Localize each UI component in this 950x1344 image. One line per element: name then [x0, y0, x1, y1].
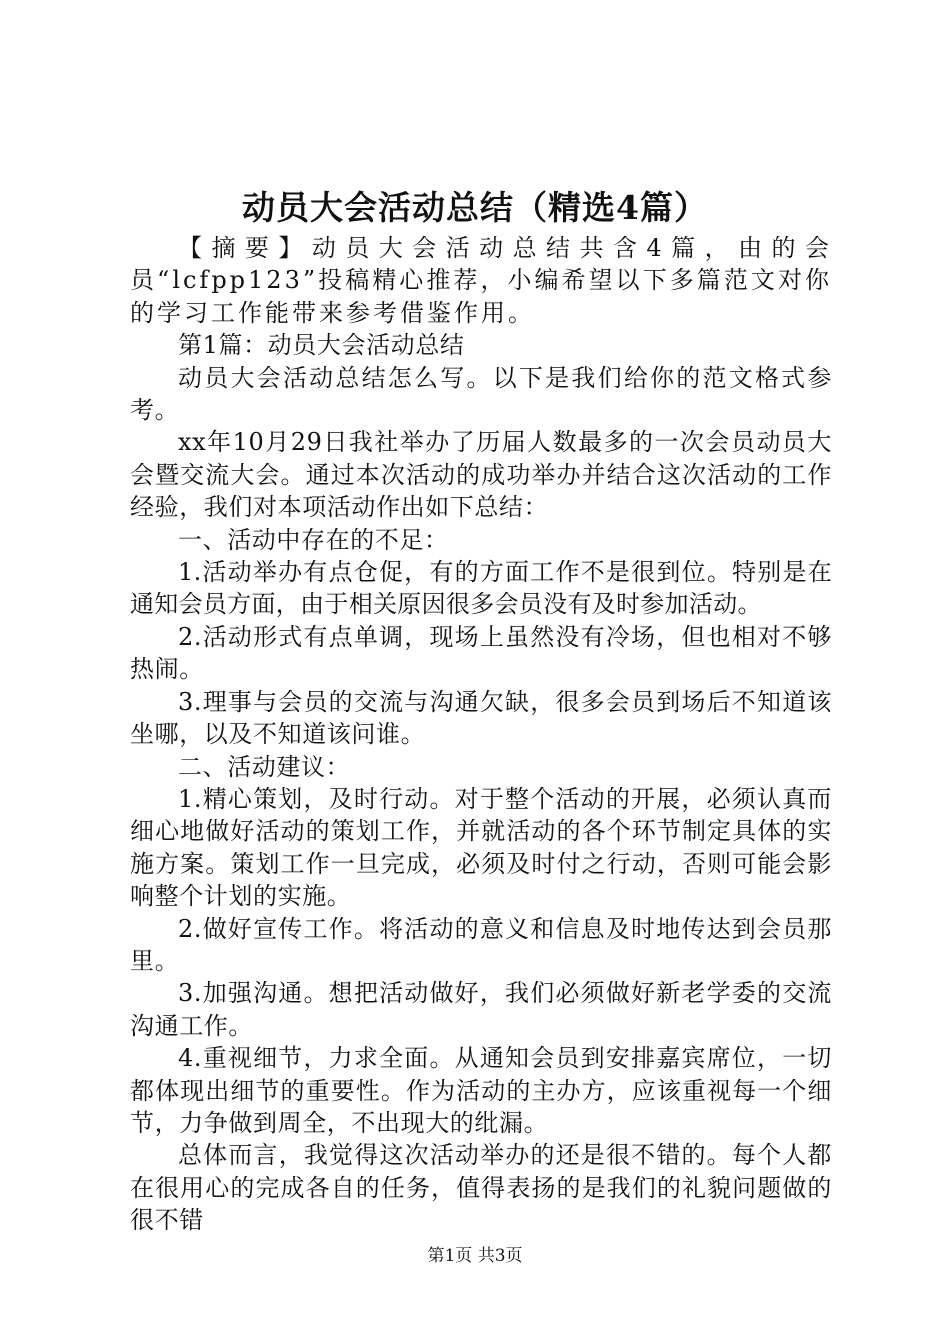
- page-footer: 第1页 共3页: [427, 1246, 523, 1266]
- list-item: 2.活动形式有点单调，现场上虽然没有冷场，但也相对不够热闹。: [130, 622, 832, 684]
- section-heading: 第1篇：动员大会活动总结: [178, 331, 465, 360]
- list-item: 1.活动举办有点仓促，有的方面工作不是很到位。特别是在通知会员方面，由于相关原因很多会员没有及时参加活动。: [130, 558, 832, 619]
- list-item: 3.理事与会员的交流与沟通欠缺，很多会员到场后不知道该坐哪，以及不知道该问谁。: [130, 687, 832, 749]
- body-paragraph: 总体而言，我觉得这次活动举办的还是很不错的。每个人都在很用心的完成各自的任务，值得表扬的是我们的礼貌问题做的很不错: [130, 1141, 832, 1235]
- document-title: 动员大会活动总结（精选4篇）: [242, 188, 708, 227]
- abstract-paragraph: 【摘要】动员大会活动总结共含4篇，由的会员“lcfpp123”投稿精心推荐，小编希望以下多篇范文对你的学习工作能带来参考借鉴作用。: [130, 234, 832, 327]
- list-item: 3.加强沟通。想把活动做好，我们必须做好新老学委的交流沟通工作。: [130, 979, 832, 1040]
- list-item: 2.做好宣传工作。将活动的意义和信息及时地传达到会员那里。: [130, 914, 832, 975]
- document-body: [130, 232, 832, 1237]
- body-paragraph: 动员大会活动总结怎么写。以下是我们给你的范文格式参考。: [130, 363, 832, 425]
- subsection-heading: 一、活动中存在的不足：: [178, 525, 449, 554]
- subsection-heading: 二、活动建议：: [178, 752, 351, 781]
- list-item: 1.精心策划，及时行动。对于整个活动的开展，必须认真而细心地做好活动的策划工作，并就活动的各个环节制定具体的实施方案。策划工作一旦完成，必须及时付之行动，否则可能会影响整个计划的实施。: [130, 784, 832, 911]
- body-paragraph: xx年10月29日我社举办了历届人数最多的一次会员动员大会暨交流大会。通过本次活动的成功举办并结合这次活动的工作经验，我们对本项活动作出如下总结：: [130, 428, 832, 522]
- list-item: 4.重视细节，力求全面。从通知会员到安排嘉宾席位，一切都体现出细节的重要性。作为活动的主办方，应该重视每一个细节，力争做到周全，不出现大的纰漏。: [130, 1044, 832, 1137]
